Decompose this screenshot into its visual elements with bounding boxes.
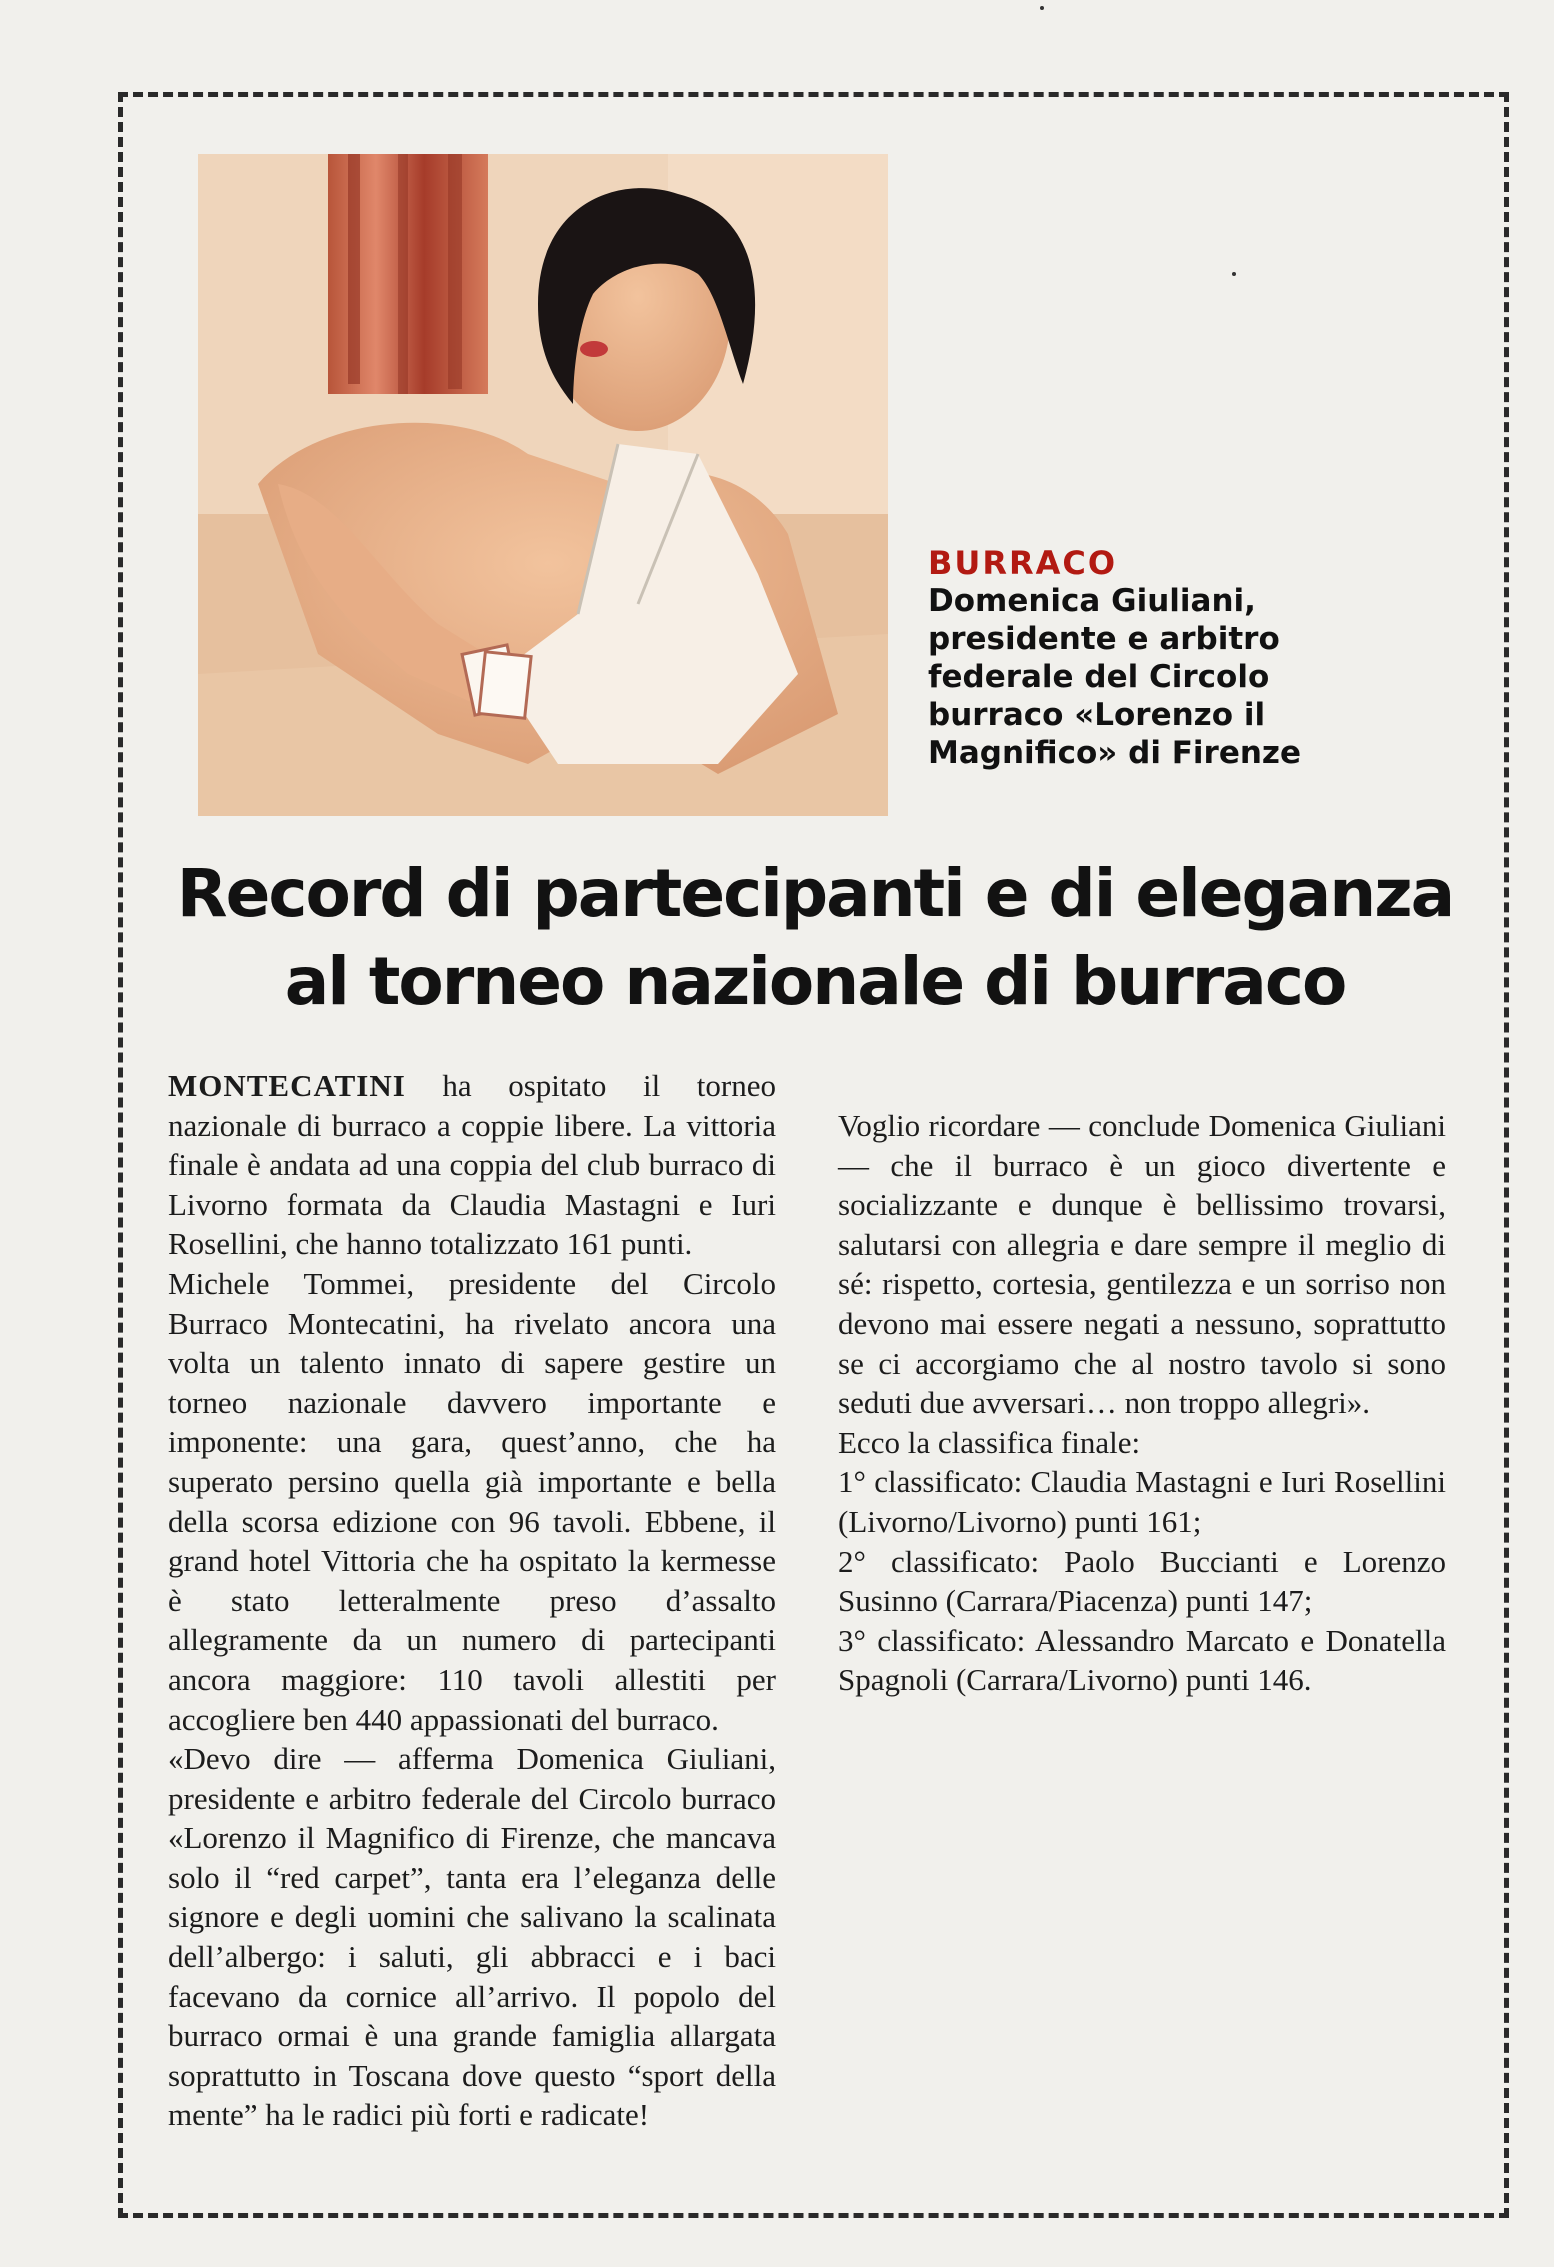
speck: [1040, 6, 1044, 10]
article-photo: [198, 154, 888, 816]
speck: [1232, 272, 1236, 276]
ranking-item: 2° classificato: Paolo Buccianti e Lorenzo Susinno (Carrara/Piacenza) punti 147;: [838, 1543, 1446, 1619]
paragraph-3: «Devo dire — afferma Domenica Giuliani, presidente e arbitro federale del Circolo burraco «Lorenzo il Magnifico di Firenze, che mancava solo il “red carpet”, tanta era l’eleganza delle signore e degli uomini che salivano la scalinata dell’albergo: i saluti, gli abbracci e i baci facevano da cornice all’arrivo. Il popolo del burraco ormai è una grande famiglia allargata soprattutto in Toscana dove questo “sport della mente” ha le radici più forti e radicate!: [168, 1741, 776, 2133]
article-column-right: [838, 1106, 1446, 1700]
photo-caption: [928, 544, 1348, 772]
headline-line-1: Record di partecipanti e di eleganza: [176, 855, 1454, 932]
ranking-item: 1° classificato: Claudia Mastagni e Iuri Rosellini (Livorno/Livorno) punti 161;: [838, 1464, 1446, 1539]
ranking-list: [838, 1462, 1446, 1700]
ranking-intro: Ecco la classifica finale:: [838, 1424, 1141, 1460]
ranking-item: 3° classificato: Alessandro Marcato e Donatella Spagnoli (Carrara/Livorno) punti 146.: [838, 1622, 1446, 1698]
woman-with-cards-image: [198, 154, 888, 816]
headline-line-2: al torneo nazionale di burraco: [284, 943, 1346, 1020]
caption-text: Domenica Giuliani, presidente e arbitro federale del Circolo burraco «Lorenzo il Magnifico» di Firenze: [928, 583, 1301, 771]
dateline: MONTECATINI: [168, 1068, 406, 1103]
paragraph-2: Michele Tommei, presidente del Circolo Burraco Montecatini, ha rivelato ancora una volta un talento innato di sapere gestire un torneo nazionale davvero importante e imponente: una gara, quest’anno, che ha superato persino quella già importante e bella della scorsa edizione con 96 tavoli. Ebbene, il grand hotel Vittoria che ha ospitato la kermesse è stato letteralmente preso d’assalto allegramente da un numero di partecipanti ancora maggiore: 110 tavoli allestiti per accogliere ben 440 appassionati del burraco.: [168, 1265, 776, 1737]
caption-kicker: BURRACO: [928, 544, 1118, 582]
paragraph-4: Voglio ricordare — conclude Domenica Giuliani — che il burraco è un gioco divertente e socializzante e dunque è bellissimo trovarsi, salutarsi con allegria e dare sempre il meglio di sé: rispetto, cortesia, gentilezza e un sorriso non devono mai essere negati a nessuno, soprattutto se ci accorgiamo che al nostro tavolo si sono seduti due avversari… non troppo allegri».: [838, 1108, 1446, 1421]
paragraph-1: [168, 1066, 776, 1264]
paragraph-1-text: ha ospitato il torneo nazionale di burraco a coppie libere. La vittoria finale è andata ad una coppia del club burraco di Livorno formata da Claudia Mastagni e Iuri Rosellini, che hanno totalizzato 161 punti.: [168, 1068, 776, 1262]
article-headline: [150, 850, 1480, 1026]
article-column-left: [168, 1066, 776, 2135]
